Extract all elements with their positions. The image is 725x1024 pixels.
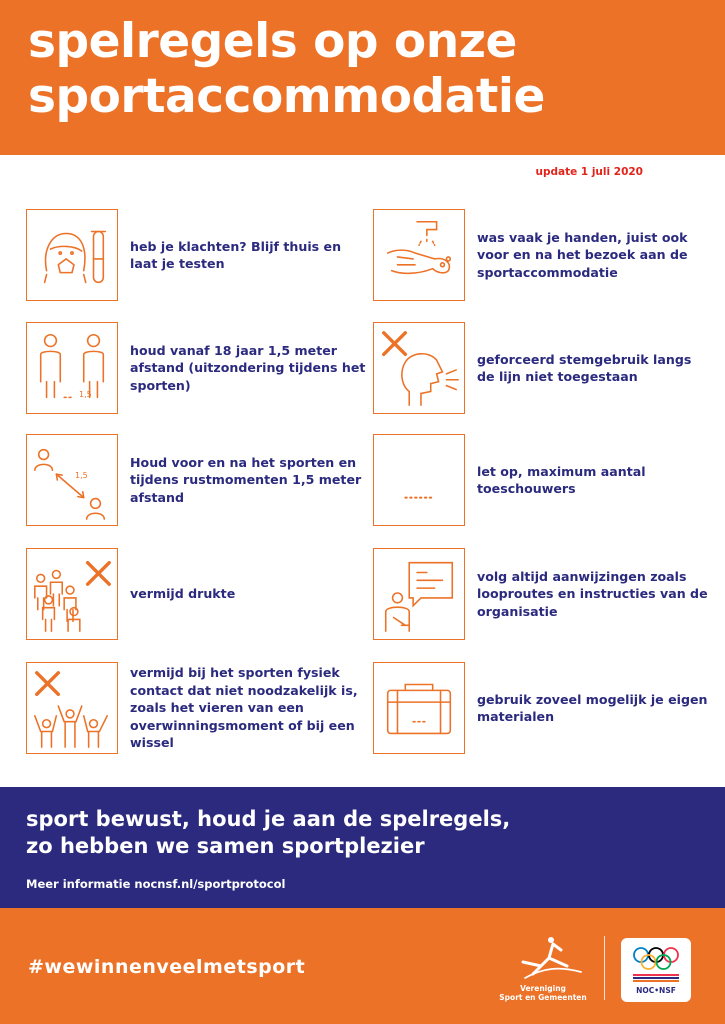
rule-distance-18 bbox=[26, 322, 366, 414]
rule-text: let op, maximum aantal toeschouwers bbox=[477, 463, 646, 496]
noc-nsf-label: NOC•NSF bbox=[636, 986, 676, 995]
rule-own-materials bbox=[373, 662, 708, 754]
title-line-1: spelregels op onze bbox=[28, 14, 517, 69]
no-celebration-contact-icon bbox=[26, 662, 118, 754]
distance-label: 1,5 bbox=[75, 471, 88, 480]
no-shouting-icon bbox=[373, 322, 465, 414]
rule-text: vermijd bij het sporten fysiek contact dat niet noodzakelijk is, zoals het vieren van een overwinningsmoment of bij een wissel bbox=[130, 665, 358, 751]
vsg-name bbox=[493, 984, 593, 1002]
rule-wash-hands bbox=[373, 209, 703, 301]
slogan-line-1: sport bewust, houd je aan de spelregels, bbox=[26, 807, 511, 831]
rule-distance-rest bbox=[26, 434, 362, 526]
slogan-line-2: zo hebben we samen sportplezier bbox=[26, 834, 425, 858]
rule-no-shouting bbox=[373, 322, 703, 414]
distance-label: 1,5 bbox=[79, 390, 92, 399]
page-title bbox=[28, 14, 545, 124]
vsg-logo bbox=[493, 936, 593, 1006]
follow-instructions-icon bbox=[373, 548, 465, 640]
max-spectators-icon bbox=[373, 434, 465, 526]
rule-instructions bbox=[373, 548, 708, 640]
update-date: update 1 juli 2020 bbox=[535, 166, 643, 178]
rule-no-crowds bbox=[26, 548, 356, 640]
runner-icon bbox=[493, 936, 593, 986]
noc-nsf-logo bbox=[621, 938, 691, 1002]
rule-text: gebruik zoveel mogelijk je eigen materialen bbox=[477, 691, 708, 724]
footer-band bbox=[0, 908, 725, 1024]
olympic-rings-icon bbox=[621, 938, 691, 986]
distance-18-icon bbox=[26, 322, 118, 414]
slogan bbox=[26, 806, 510, 860]
logo-divider bbox=[604, 936, 605, 1000]
vsg-line-2: Sport en Gemeenten bbox=[499, 993, 587, 1002]
rule-complaints bbox=[26, 209, 356, 301]
wash-hands-icon bbox=[373, 209, 465, 301]
distance-diagonal-icon bbox=[26, 434, 118, 526]
sports-bag-icon bbox=[373, 662, 465, 754]
no-crowds-icon bbox=[26, 548, 118, 640]
rule-text: Houd voor en na het sporten en tijdens rustmomenten 1,5 meter afstand bbox=[130, 454, 362, 505]
rule-max-spectators bbox=[373, 434, 703, 526]
rule-text: heb je klachten? Blijf thuis en laat je testen bbox=[130, 238, 342, 271]
rule-text: vermijd drukte bbox=[130, 586, 236, 602]
more-info-link[interactable]: Meer informatie nocnsf.nl/sportprotocol bbox=[26, 877, 286, 891]
rule-text: volg altijd aanwijzingen zoals looproutes en instructies van de organisatie bbox=[477, 568, 708, 619]
title-line-2: sportaccommodatie bbox=[28, 69, 545, 124]
rule-text: geforceerd stemgebruik langs de lijn niet toegestaan bbox=[477, 351, 692, 384]
sick-person-test-icon bbox=[26, 209, 118, 301]
rule-text: was vaak je handen, juist ook voor en na het bezoek aan de sportaccommodatie bbox=[477, 229, 688, 280]
rule-text: houd vanaf 18 jaar 1,5 meter afstand (uitzondering tijdens het sporten) bbox=[130, 342, 366, 393]
header-band bbox=[0, 0, 725, 155]
vsg-line-1: Vereniging bbox=[520, 984, 566, 993]
hashtag: #wewinnenveelmetsport bbox=[28, 956, 306, 978]
rule-no-contact bbox=[26, 662, 356, 754]
slogan-banner bbox=[0, 787, 725, 908]
